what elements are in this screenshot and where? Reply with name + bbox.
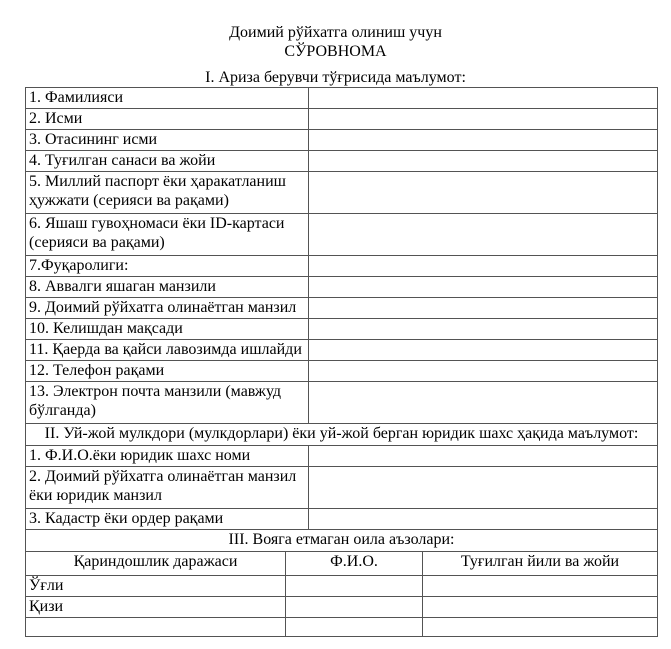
table-row — [26, 340, 658, 361]
field-label: 2. Доимий рўйхатга олинаётган манзил ёки юридик манзил — [26, 467, 309, 509]
section2-heading-row — [26, 424, 658, 446]
field-value-cell[interactable] — [309, 446, 658, 467]
field-value-cell[interactable] — [309, 130, 658, 151]
column-header-birth: Туғилган йили ва жойи — [423, 552, 658, 576]
fio-value-cell[interactable] — [286, 618, 423, 637]
field-value-cell[interactable] — [309, 319, 658, 340]
field-label: 4. Туғилган санаси ва жойи — [26, 151, 309, 172]
table-row — [26, 214, 658, 256]
document-header — [0, 0, 671, 87]
field-label: 7.Фуқаролиги: — [26, 256, 309, 277]
field-label: 8. Аввалги яшаган манзили — [26, 277, 309, 298]
table-row — [26, 576, 658, 597]
table-row — [26, 109, 658, 130]
fio-value-cell[interactable] — [286, 597, 423, 618]
relation-cell: Ўғли — [26, 576, 286, 597]
table-row — [26, 130, 658, 151]
field-label: 13. Электрон почта манзили (мавжуд бўлганда) — [26, 382, 309, 424]
column-header-fio: Ф.И.О. — [286, 552, 423, 576]
field-value-cell[interactable] — [309, 214, 658, 256]
field-label: 5. Миллий паспорт ёки ҳаракатланиш ҳужжати (серияси ва рақами) — [26, 172, 309, 214]
field-value-cell[interactable] — [309, 340, 658, 361]
birth-value-cell[interactable] — [423, 576, 658, 597]
field-label: 10. Келишдан мақсади — [26, 319, 309, 340]
table-row — [26, 172, 658, 214]
applicant-info-table — [25, 87, 658, 530]
field-label: 12. Телефон рақами — [26, 361, 309, 382]
table-row — [26, 319, 658, 340]
table-row — [26, 277, 658, 298]
field-label: 9. Доимий рўйхатга олинаётган манзил — [26, 298, 309, 319]
relation-cell[interactable] — [26, 618, 286, 637]
relation-cell: Қизи — [26, 597, 286, 618]
document-subtitle: СЎРОВНОМА — [284, 43, 387, 60]
field-value-cell[interactable] — [309, 509, 658, 530]
field-label: 2. Исми — [26, 109, 309, 130]
field-label: 6. Яшаш гувоҳномаси ёки ID-картаси (серияси ва рақами) — [26, 214, 309, 256]
field-value-cell[interactable] — [309, 361, 658, 382]
document-title: Доимий рўйхатга олиниш учун — [229, 24, 442, 41]
field-label: 3. Отасининг исми — [26, 130, 309, 151]
section3-heading: III. Вояга етмаган оила аъзолари: — [26, 530, 658, 552]
table-row — [26, 509, 658, 530]
field-value-cell[interactable] — [309, 256, 658, 277]
birth-value-cell[interactable] — [423, 597, 658, 618]
table-row — [26, 88, 658, 109]
table-row — [26, 382, 658, 424]
table-row — [26, 446, 658, 467]
field-value-cell[interactable] — [309, 109, 658, 130]
table-row — [26, 256, 658, 277]
section3-heading-row — [26, 530, 658, 552]
field-label: 1. Фамилияси — [26, 88, 309, 109]
section2-heading: II. Уй-жой мулкдори (мулкдорлари) ёки уй-жой берган юридик шахс ҳақида маълумот: — [26, 424, 658, 446]
field-value-cell[interactable] — [309, 172, 658, 214]
table-row — [26, 151, 658, 172]
birth-value-cell[interactable] — [423, 618, 658, 637]
table-row — [26, 618, 658, 637]
fio-value-cell[interactable] — [286, 576, 423, 597]
field-value-cell[interactable] — [309, 277, 658, 298]
field-value-cell[interactable] — [309, 467, 658, 509]
table-row — [26, 361, 658, 382]
field-label: 1. Ф.И.О.ёки юридик шахс номи — [26, 446, 309, 467]
column-header-relation: Қариндошлик даражаси — [26, 552, 286, 576]
field-value-cell[interactable] — [309, 151, 658, 172]
field-value-cell[interactable] — [309, 88, 658, 109]
table-row — [26, 298, 658, 319]
field-label: 3. Кадастр ёки ордер рақами — [26, 509, 309, 530]
field-value-cell[interactable] — [309, 382, 658, 424]
minor-family-members-table — [25, 529, 658, 637]
table-row — [26, 467, 658, 509]
field-value-cell[interactable] — [309, 298, 658, 319]
section1-heading: I. Ариза берувчи тўғрисида маълумот: — [205, 69, 466, 86]
table-header-row — [26, 552, 658, 576]
table-row — [26, 597, 658, 618]
field-label: 11. Қаерда ва қайси лавозимда ишлайди — [26, 340, 309, 361]
